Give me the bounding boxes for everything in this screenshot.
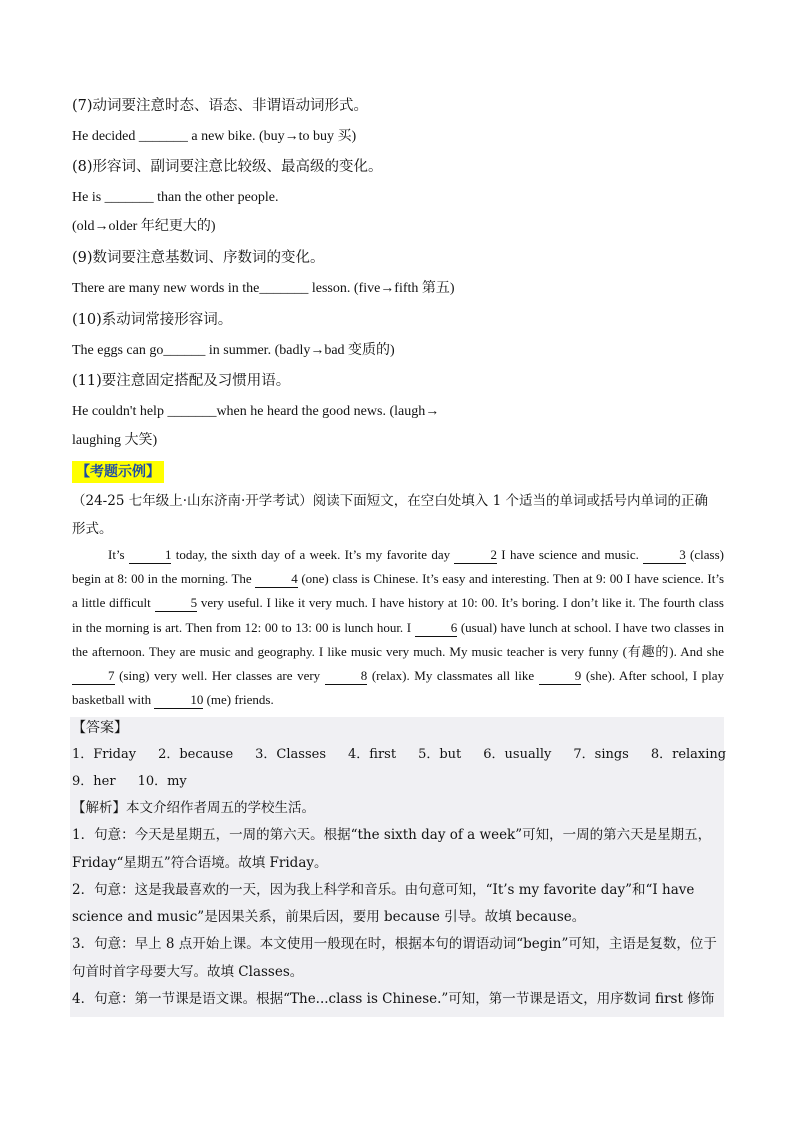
rule-11-heading: (11)要注意固定搭配及习惯用语。 <box>72 373 291 389</box>
blank-1[interactable]: 1 <box>129 547 172 564</box>
exam-intro-line-1: （24-25 七年级上·山东济南·开学考试）阅读下面短文，在空白处填入 1 个适当的单词或括号内单词的正确 <box>72 493 708 509</box>
rule-11-example: He couldn't help _______when he heard the good news. (laugh→ <box>72 404 440 419</box>
rule-8-heading: (8)形容词、副词要注意比较级、最高级的变化。 <box>72 159 383 175</box>
blank-3[interactable]: 3 <box>643 547 686 564</box>
rule-10-example: The eggs can go______ in summer. (badly→bad 变质的) <box>72 343 395 358</box>
answer-row-1 <box>72 745 726 765</box>
section-title-exam-example: 【考题示例】 <box>72 461 164 483</box>
explanation-item-2: 2．句意：这是我最喜欢的一天，因为我上科学和音乐。由句意可知，“It’s my favorite day”和“I have science and music”是因果关系，前果后因，要用 because 引导。故填 because。 <box>72 881 695 926</box>
blank-4[interactable]: 4 <box>255 571 298 588</box>
rule-11-example-note: laughing 大笑) <box>72 433 158 448</box>
rule-10-heading: (10)系动词常接形容词。 <box>72 312 233 328</box>
explanation-item-3: 3．句意：早上 8 点开始上课。本文使用一般现在时，根据本句的谓语动词“begin”可知，主语是复数，位于句首时首字母要大写。故填 Classes。 <box>72 936 717 980</box>
blank-5[interactable]: 5 <box>155 595 198 612</box>
blank-8[interactable]: 8 <box>325 668 368 685</box>
explanation-block <box>72 795 724 1013</box>
blank-2[interactable]: 2 <box>454 547 497 564</box>
explanation-summary: 【解析】本文介绍作者周五的学校生活。 <box>72 800 315 816</box>
blank-9[interactable]: 9 <box>539 668 582 685</box>
rule-7-example: He decided _______ a new bike. (buy→to buy 买) <box>72 129 357 144</box>
exam-intro-line-2: 形式。 <box>72 521 113 537</box>
rule-8-example-note: (old→older 年纪更大的) <box>72 219 216 234</box>
answer-item: 8．relaxing <box>650 747 727 762</box>
explanation-item-1: 1．句意：今天是星期五，一周的第六天。根据“the sixth day of a week”可知，一周的第六天是星期五，Friday“星期五”符合语境。故填 Friday。 <box>72 827 712 871</box>
rule-8-example: He is _______ than the other people. <box>72 190 279 205</box>
blank-10[interactable]: 10 <box>154 692 203 709</box>
explanation-item-4: 4．句意：第一节课是语文课。根据“The...class is Chinese.”可知，第一节课是语文，用序数词 first 修饰 <box>72 991 715 1008</box>
answer-item: 3．Classes <box>255 747 326 762</box>
answer-item: 4．first <box>348 747 397 762</box>
rule-9-example: There are many new words in the_______ lesson. (five→fifth 第五) <box>72 281 455 296</box>
blank-6[interactable]: 6 <box>415 620 458 637</box>
answer-item: 5．but <box>418 747 462 762</box>
answer-item: 7．sings <box>573 747 629 762</box>
blank-7[interactable]: 7 <box>72 668 115 685</box>
answer-title: 【答案】 <box>72 720 128 736</box>
rule-9-heading: (9)数词要注意基数词、序数词的变化。 <box>72 250 325 266</box>
answer-item: 10．my <box>137 774 187 789</box>
answer-item: 2．because <box>158 747 234 762</box>
answer-item: 6．usually <box>483 747 552 762</box>
answer-row-2 <box>72 772 209 792</box>
rule-7-heading: (7)动词要注意时态、语态、非谓语动词形式。 <box>72 98 369 114</box>
answer-item: 1．Friday <box>72 747 137 762</box>
reading-passage: It’s 1 today, the sixth day of a week. It’s my favorite day 2 I have science and music. 3 (class) begin at 8: 00 in the morning. The 4 (one) class is Chinese. It’s easy and interesting. Then at 9: 00 I have science. It’s a little difficult 5 very useful. I like it very much. I have history at 10: 00. It’s boring. I don’t like it. The fourth class in the morning is art. Then from 12: 00 to 13: 00 is lunch hour. I 6 (usual) have lunch at school. I have two classes in the afternoon. They are music and geography. I like music very much. My music teacher is very funny (有趣的). And she 7 (sing) very well. Her classes are very 8 (relax). My classmates all like 9 (she). After school, I play basketball with 10 (me) friends. <box>72 547 724 708</box>
answer-item: 9．her <box>72 774 116 789</box>
